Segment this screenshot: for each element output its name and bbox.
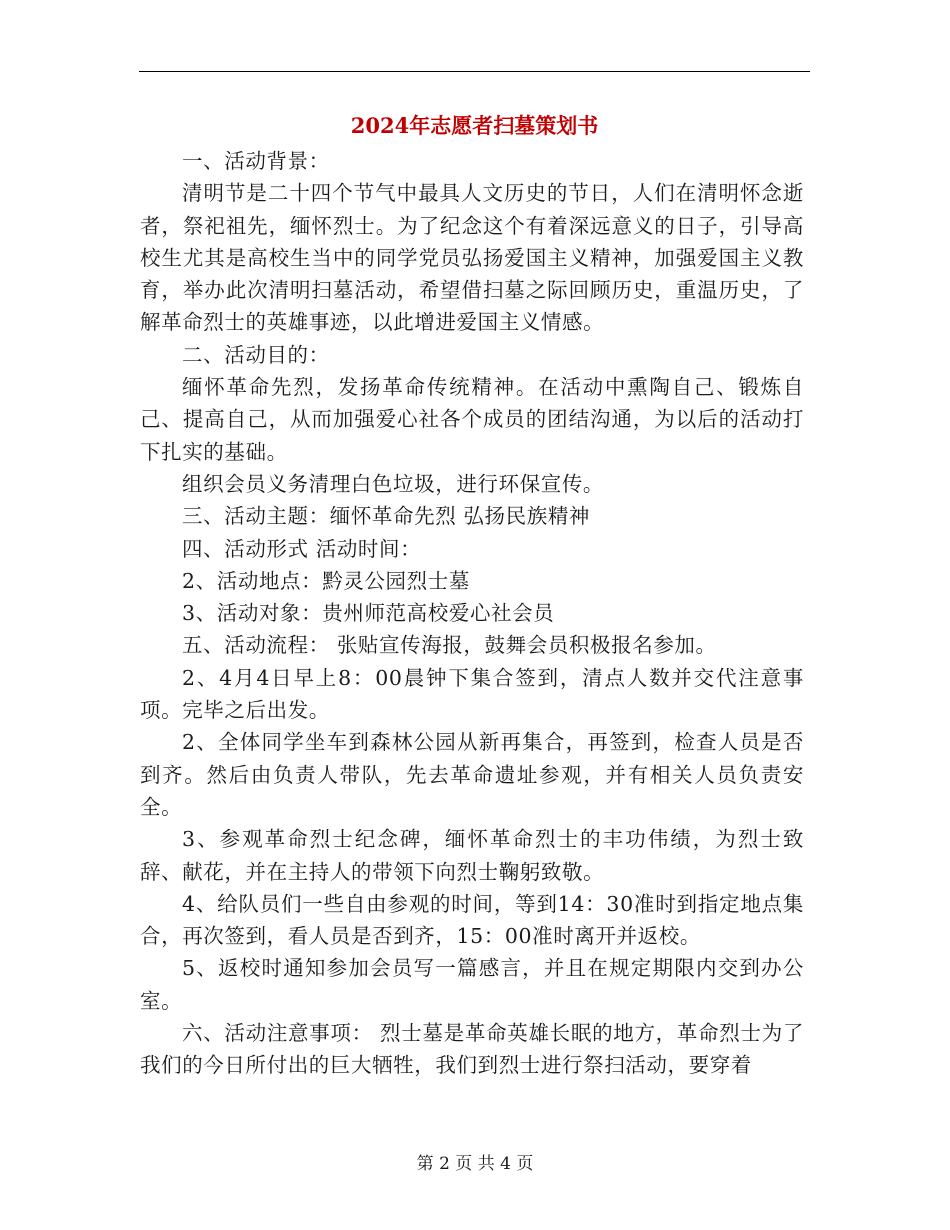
header-rule [139,71,810,72]
list-item-location: 2、活动地点：黔灵公园烈士墓 [182,568,470,593]
section-heading-process: 五、活动流程： 张贴宣传海报，鼓舞会员积极报名参加。 [182,633,717,658]
document-title: 2024年志愿者扫墓策划书 [350,113,599,138]
list-item-reflection: 5、返校时通知参加会员写一篇感言，并且在规定期限内交到办公室。 [140,956,804,1013]
page-number-footer: 第 2 页 共 4 页 [416,1154,534,1174]
document-body [140,145,804,1082]
list-item-monument: 3、参观革命烈士纪念碑，缅怀革命烈士的丰功伟绩，为烈士致辞、献花，并在主持人的带领下向烈士鞠躬致敬。 [140,827,804,884]
list-item-gather: 2、4月4日早上8：00晨钟下集合签到，清点人数并交代注意事项。完毕之后出发。 [140,665,804,723]
paragraph-background: 清明节是二十四个节气中最具人文历史的节日，人们在清明怀念逝者，祭祀祖先，缅怀烈士。为了纪念这个有着深远意义的日子，引导高校生尤其是高校生当中的同学党员弘扬爱国主义精神，加强爱国主义教育，举办此次清明扫墓活动，希望借扫墓之际回顾历史，重温历史，了解革命烈士的英雄事迹，以此增进爱国主义情感。 [140,181,804,335]
section-heading-notes: 六、活动注意事项： 烈士墓是革命英雄长眠的地方，革命烈士为了我们的今日所付出的巨大牺牲，我们到烈士进行祭扫活动，要穿着 [140,1021,804,1078]
list-item-participants: 3、活动对象：贵州师范高校爱心社会员 [182,601,555,626]
paragraph-cleanup: 组织会员义务清理白色垃圾，进行环保宣传。 [182,471,605,496]
section-heading-background: 一、活动背景： [182,149,330,173]
paragraph-purpose: 缅怀革命先烈，发扬革命传统精神。在活动中熏陶自己、锻炼自己、提高自己，从而加强爱心社各个成员的团结沟通，为以后的活动打下扎实的基础。 [140,375,804,464]
section-heading-purpose: 二、活动目的： [182,342,330,367]
section-heading-format: 四、活动形式 活动时间： [182,536,422,561]
section-heading-theme: 三、活动主题：缅怀革命先烈 弘扬民族精神 [182,504,591,529]
list-item-free-time: 4、给队员们一些自由参观的时间，等到14：30准时到指定地点集合，再次签到，看人员是否到齐，15：00准时离开并返校。 [140,891,804,949]
list-item-regroup: 2、全体同学坐车到森林公园从新再集合，再签到，检查人员是否到齐。然后由负责人带队，先去革命遗址参观，并有相关人员负责安全。 [140,730,804,819]
